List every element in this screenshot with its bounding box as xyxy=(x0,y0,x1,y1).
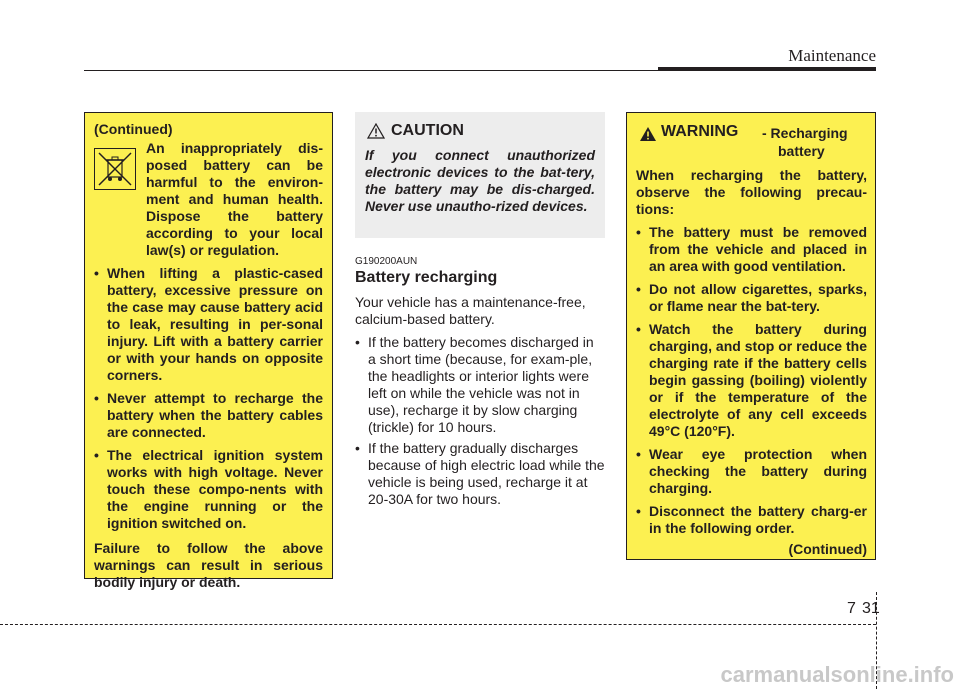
list-item: • If the battery becomes discharged in a short time (because, for exam-ple, the headlights or interior lights were left on while the vehicle was not in use), recharge it by slow charging (trickle) for 10 hours. xyxy=(355,334,605,436)
caution-text: If you connect unauthorized electronic devices to the bat-tery, the battery may be dis-charged. Never use unautho-rized devices. xyxy=(365,147,595,214)
left-bullet-list xyxy=(94,265,323,532)
section-body xyxy=(355,294,605,508)
caution-title: CAUTION xyxy=(391,122,464,139)
list-item: • The battery must be removed from the vehicle and placed in an area with good ventilation. xyxy=(636,224,867,275)
footer-rule xyxy=(0,624,876,625)
caution-box xyxy=(355,112,605,238)
warning-subtitle: - Recharging xyxy=(762,125,848,141)
list-item: • If the battery gradually discharges because of high electric load while the vehicle is being used, recharge it at 20-30A for two hours. xyxy=(355,440,605,508)
warning-title-row xyxy=(636,123,867,161)
header-rule xyxy=(84,70,658,71)
left-footer-warning: Failure to follow the above warnings can result in serious bodily injury or death. xyxy=(94,540,323,590)
warning-triangle-icon xyxy=(639,126,657,142)
continued-head: (Continued) xyxy=(94,121,173,137)
warning-box xyxy=(626,112,876,560)
continued-warning-box xyxy=(84,112,333,590)
header-title: Maintenance xyxy=(788,46,876,65)
warning-subtitle-2: battery xyxy=(778,143,825,159)
watermark: carmanualsonline.info xyxy=(720,662,954,687)
dispose-text: An inappropriately dis-posed battery can be harmful to the environ-ment and human health. Dispose the battery according to your local law(s) or regulation. xyxy=(146,140,323,258)
header-rule-thick xyxy=(658,67,876,71)
list-item: • Never attempt to recharge the battery when the battery cables are connected. xyxy=(94,390,323,441)
caution-triangle-icon xyxy=(367,123,385,139)
list-item: • Watch the battery during charging, and stop or reduce the charging rate if the battery cells begin gassing (boiling) violently or if the temperature of the electrolyte of any cell exceeds 49°C (120°F). xyxy=(636,321,867,440)
list-item: • Wear eye protection when checking the battery during charging. xyxy=(636,446,867,497)
list-item: • Do not allow cigarettes, sparks, or flame near the bat-tery. xyxy=(636,281,867,315)
section-bullet-list xyxy=(355,334,605,508)
section-code: G190200AUN xyxy=(355,256,418,267)
warning-word: WARNING xyxy=(661,123,739,140)
caution-title-row xyxy=(365,120,595,142)
section-intro: Your vehicle has a maintenance-free, calcium-based battery. xyxy=(355,294,586,327)
list-item: • Disconnect the battery charg-er in the following order. xyxy=(636,503,867,537)
page-number: 31 xyxy=(862,600,880,617)
warning-continued: (Continued) xyxy=(788,541,867,557)
dispose-notice xyxy=(94,140,323,259)
warning-bullet-list xyxy=(636,224,867,537)
chapter-number: 7 xyxy=(847,600,856,617)
list-item: • When lifting a plastic-cased battery, excessive pressure on the case may cause battery acid to leak, resulting in per-sonal injury. Lift with a battery carrier or with your hands on opposite corners. xyxy=(94,265,323,384)
section-title: Battery recharging xyxy=(355,269,498,286)
crossed-out-bin-icon xyxy=(94,148,136,190)
list-item: • The electrical ignition system works with high voltage. Never touch these compo-nents with the engine running or the ignition switched on. xyxy=(94,447,323,532)
warning-intro: When recharging the battery, observe the following precau-tions: xyxy=(636,167,867,217)
